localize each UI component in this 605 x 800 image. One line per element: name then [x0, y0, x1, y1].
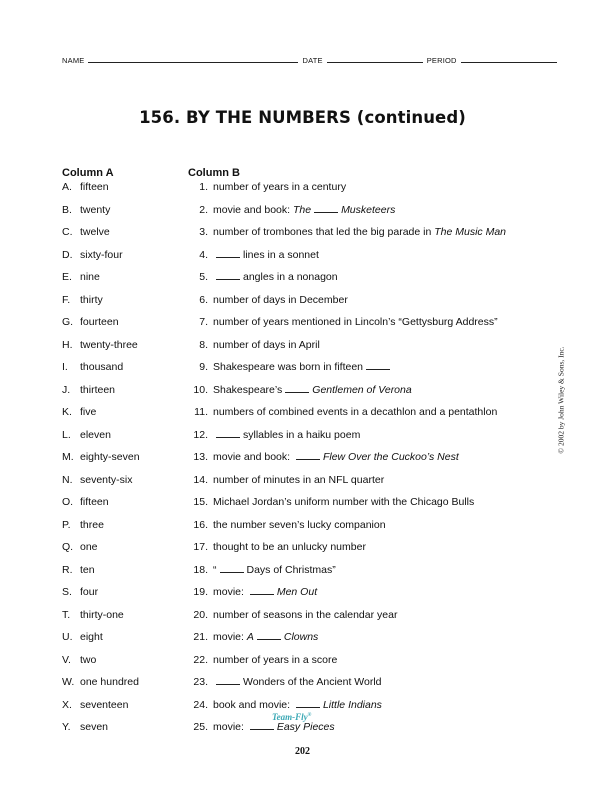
column-a-item — [62, 428, 182, 451]
item-text: Shakespeare was born in fifteen — [213, 361, 364, 373]
item-italic-text: A — [246, 631, 254, 643]
column-b-item — [186, 315, 546, 338]
column-b-number: 7. — [199, 316, 208, 328]
item-italic-text: The Music Man — [434, 226, 507, 238]
column-b-item — [186, 248, 546, 271]
item-text: number of minutes in an NFL quarter — [213, 473, 385, 486]
answer-blank[interactable] — [216, 248, 240, 258]
column-a-text: eight — [80, 631, 103, 643]
column-a-item — [62, 338, 182, 361]
column-a-letter: L. — [62, 428, 71, 441]
item-text: lines in a sonnet — [243, 248, 319, 261]
item-text: number of years in a century — [213, 181, 347, 193]
column-b-item — [186, 473, 546, 496]
column-b-number: 9. — [199, 361, 208, 373]
column-a-text: four — [80, 586, 99, 598]
name-field-line[interactable] — [88, 55, 298, 63]
column-a-letter: S. — [62, 586, 72, 598]
column-b-number: 2. — [199, 203, 208, 216]
name-label: NAME — [62, 56, 85, 65]
column-a-letter: T. — [62, 608, 71, 621]
column-a-item — [62, 675, 182, 698]
column-b-item — [186, 405, 546, 428]
column-a-letter: Y. — [62, 721, 71, 733]
column-a-letter: P. — [62, 518, 71, 531]
item-italic-text: Clowns — [283, 631, 319, 643]
item-italic-text: Gentlemen of Verona — [312, 383, 412, 396]
column-a-text: three — [80, 518, 104, 531]
column-a-item — [62, 585, 182, 608]
column-b-item — [186, 450, 546, 473]
answer-blank[interactable] — [250, 720, 274, 730]
column-b-number: 5. — [199, 271, 208, 283]
column-b-number: 24. — [193, 698, 208, 711]
column-a-item — [62, 360, 182, 383]
column-a-text: thirty-one — [80, 608, 124, 621]
item-text: numbers of combined events in a decathlon and a pentathlon — [213, 406, 498, 418]
column-a-item — [62, 405, 182, 428]
column-b-number: 18. — [193, 563, 208, 576]
item-text: number of years mentioned in Lincoln’s “Gettysburg Address” — [213, 316, 498, 328]
column-b-number: 20. — [193, 608, 208, 621]
column-a-item — [62, 698, 182, 721]
column-a-letter: O. — [62, 496, 74, 508]
column-b-item — [186, 630, 546, 653]
answer-blank[interactable] — [216, 675, 240, 685]
column-b-number: 3. — [199, 226, 208, 238]
column-b-number: 6. — [199, 293, 208, 306]
column-b-number: 13. — [193, 451, 208, 463]
column-a-letter: I. — [62, 361, 68, 373]
item-italic-text: The — [292, 203, 312, 216]
column-a-text: seven — [80, 721, 109, 733]
period-field-line[interactable] — [461, 55, 557, 63]
column-a-letter: U. — [62, 631, 73, 643]
column-a-item — [62, 180, 182, 203]
column-b-item — [186, 653, 546, 676]
column-b-item — [186, 338, 546, 361]
column-a-item — [62, 450, 182, 473]
column-b-number: 12. — [193, 428, 208, 441]
column-a-text: eleven — [80, 428, 111, 441]
column-a-text: thousand — [80, 361, 124, 373]
column-a-item — [62, 608, 182, 631]
column-a-text: twenty-three — [80, 338, 138, 351]
item-italic-text: Musketeers — [341, 203, 396, 216]
column-b-item — [186, 720, 546, 743]
column-a-letter: B. — [62, 203, 72, 216]
item-text: Wonders of the Ancient World — [243, 676, 382, 688]
answer-blank[interactable] — [250, 585, 274, 595]
column-a-text: thirteen — [80, 383, 116, 396]
column-b-number: 25. — [193, 721, 208, 733]
column-a-letter: J. — [62, 383, 71, 396]
column-a-text: twelve — [80, 226, 110, 238]
item-text: Shakespeare’s — [213, 383, 283, 396]
column-a-text: five — [80, 406, 97, 418]
item-text: movie: — [213, 721, 247, 733]
column-a-item — [62, 203, 182, 226]
column-a-letter: V. — [62, 653, 71, 666]
column-a-text: fifteen — [80, 496, 109, 508]
column-a-letter: R. — [62, 563, 73, 576]
answer-blank[interactable] — [314, 203, 338, 213]
column-b-item — [186, 518, 546, 541]
column-a-letter: E. — [62, 271, 72, 283]
item-text: syllables in a haiku poem — [243, 428, 361, 441]
item-text: the number seven’s lucky companion — [213, 518, 386, 531]
column-b-item — [186, 270, 546, 293]
column-b-number: 4. — [199, 248, 208, 261]
column-b-heading: Column B — [188, 167, 240, 179]
answer-blank[interactable] — [285, 383, 309, 393]
date-label: DATE — [302, 56, 323, 65]
column-b-item — [186, 293, 546, 316]
column-a-item — [62, 630, 182, 653]
column-b-item — [186, 563, 546, 586]
column-b-item — [186, 675, 546, 698]
column-b-number: 10. — [193, 383, 208, 396]
column-a-letter: X. — [62, 698, 72, 711]
page-number: 202 — [295, 746, 310, 757]
column-b-number: 21. — [193, 631, 208, 643]
column-b-number: 23. — [193, 676, 208, 688]
item-italic-text: Little Indians — [322, 698, 382, 711]
column-a-text: twenty — [80, 203, 111, 216]
column-b-item — [186, 608, 546, 631]
item-italic-text: Men Out — [276, 586, 318, 598]
column-a-text: two — [80, 653, 97, 666]
column-a-letter: G. — [62, 316, 74, 328]
column-a-text: ten — [80, 563, 95, 576]
column-a-text: seventy-six — [80, 473, 133, 486]
column-a-letter: M. — [62, 451, 74, 463]
column-b-number: 16. — [193, 518, 208, 531]
item-text: movie and book: — [213, 451, 293, 463]
column-a-item — [62, 225, 182, 248]
item-text: book and movie: — [213, 698, 293, 711]
column-a-letter: A. — [62, 181, 72, 193]
column-a-item — [62, 248, 182, 271]
column-b-number: 1. — [199, 181, 208, 193]
period-label: PERIOD — [426, 56, 457, 65]
column-a-item — [62, 540, 182, 563]
column-b-item — [186, 540, 546, 563]
item-text: “ — [213, 563, 217, 576]
student-info-header — [62, 55, 532, 65]
column-a-letter: F. — [62, 293, 71, 306]
column-a-list — [62, 180, 182, 743]
column-a-letter: W. — [62, 676, 75, 688]
column-a-text: fifteen — [80, 181, 109, 193]
column-b-number: 14. — [193, 473, 208, 486]
item-text: number of years in a score — [213, 653, 338, 666]
column-a-text: sixty-four — [80, 248, 123, 261]
watermark-mark: ® — [307, 713, 312, 718]
column-b-number: 19. — [193, 586, 208, 598]
column-b-item — [186, 383, 546, 406]
answer-blank[interactable] — [216, 270, 240, 280]
column-a-item — [62, 495, 182, 518]
column-a-item — [62, 270, 182, 293]
date-field-line[interactable] — [327, 55, 423, 63]
item-text: number of seasons in the calendar year — [213, 608, 398, 621]
watermark-text: Team-Fly — [272, 712, 308, 722]
item-text: number of trombones that led the big parade in — [213, 226, 435, 238]
column-a-item — [62, 653, 182, 676]
item-text: thought to be an unlucky number — [213, 541, 366, 553]
column-a-item — [62, 720, 182, 743]
column-a-text: seventeen — [80, 698, 129, 711]
column-b-number: 17. — [193, 541, 208, 553]
item-text: Michael Jordan’s uniform number with the Chicago Bulls — [213, 496, 475, 508]
answer-blank[interactable] — [296, 698, 320, 708]
item-text: number of days in April — [213, 338, 320, 351]
column-a-text: one — [80, 541, 98, 553]
column-b-item — [186, 495, 546, 518]
column-a-letter: D. — [62, 248, 73, 261]
column-b-number: 15. — [193, 496, 208, 508]
copyright-text: © 2002 by John Wiley & Sons, Inc. — [556, 346, 566, 454]
item-text: angles in a nonagon — [243, 271, 338, 283]
column-a-letter: H. — [62, 338, 73, 351]
column-a-text: one hundred — [80, 676, 139, 688]
column-b-list — [186, 180, 546, 743]
answer-blank[interactable] — [257, 630, 281, 640]
column-b-item — [186, 203, 546, 226]
column-a-letter: K. — [62, 406, 72, 418]
column-a-heading: Column A — [62, 167, 114, 179]
answer-blank[interactable] — [216, 428, 240, 438]
column-a-item — [62, 383, 182, 406]
column-b-item — [186, 360, 546, 383]
column-a-item — [62, 563, 182, 586]
team-fly-watermark — [272, 712, 311, 722]
column-a-item — [62, 315, 182, 338]
column-a-item — [62, 518, 182, 541]
column-b-number: 22. — [193, 653, 208, 666]
answer-blank[interactable] — [366, 360, 390, 370]
item-text: movie: — [213, 586, 247, 598]
column-a-letter: C. — [62, 226, 73, 238]
item-text: movie and book: — [213, 203, 293, 216]
answer-blank[interactable] — [220, 563, 244, 573]
column-a-text: nine — [80, 271, 100, 283]
column-b-item — [186, 585, 546, 608]
column-a-text: fourteen — [80, 316, 119, 328]
column-b-item — [186, 225, 546, 248]
column-b-item — [186, 698, 546, 721]
item-text: Days of Christmas” — [246, 563, 336, 576]
item-italic-text: Flew Over the Cuckoo’s Nest — [322, 451, 459, 463]
answer-blank[interactable] — [296, 450, 320, 460]
column-a-item — [62, 473, 182, 496]
column-b-number: 11. — [194, 406, 208, 418]
item-italic-text: Easy Pieces — [276, 721, 335, 733]
column-b-number: 8. — [199, 338, 208, 351]
column-a-text: thirty — [80, 293, 103, 306]
column-b-item — [186, 428, 546, 451]
column-a-item — [62, 293, 182, 316]
page-title: 156. BY THE NUMBERS (continued) — [139, 108, 466, 127]
column-b-item — [186, 180, 546, 203]
column-a-text: eighty-seven — [80, 451, 140, 463]
item-text: number of days in December — [213, 293, 348, 306]
column-a-letter: Q. — [62, 541, 74, 553]
column-a-letter: N. — [62, 473, 73, 486]
item-text: movie: — [213, 631, 247, 643]
